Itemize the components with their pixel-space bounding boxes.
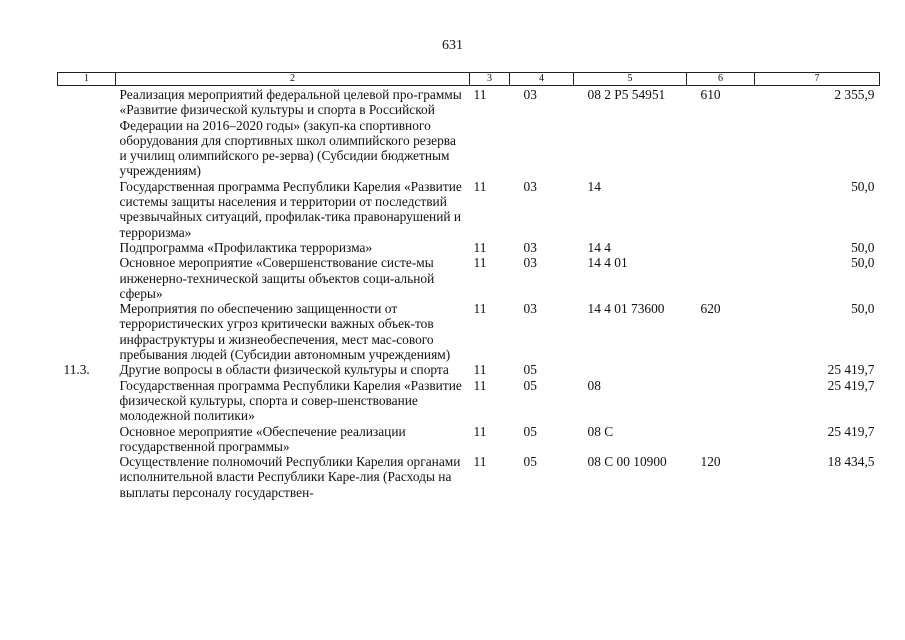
row-section: 11	[473, 362, 487, 378]
row-subsection: 03	[523, 255, 537, 271]
table-row	[58, 454, 880, 500]
row-target-code: 08 С	[587, 423, 614, 439]
row-expense-type: 620	[700, 301, 721, 317]
row-target-code: 14 4 01 73600	[587, 301, 665, 317]
row-name: Мероприятия по обеспечению защищенности от террористических угроз критически важных объек-тов инфраструктуры и жизнеобеспечения, мест мас-сового пребывания людей (Субсидии автономным учреждениям)	[119, 301, 451, 363]
row-amount: 50,0	[851, 239, 875, 255]
table-row	[58, 301, 880, 362]
budget-table	[57, 72, 880, 500]
row-number	[58, 179, 116, 240]
page-number: 631	[442, 38, 463, 53]
row-target-code: 08	[587, 377, 601, 393]
row-name: Другие вопросы в области физической культуры и спорта	[119, 362, 449, 378]
row-subsection: 03	[523, 178, 537, 194]
row-number	[58, 240, 116, 255]
row-expense-type: 120	[700, 454, 721, 470]
row-number	[58, 255, 116, 301]
row-section: 11	[473, 454, 487, 470]
row-expense-type	[687, 240, 755, 255]
header-cell-3: 3	[470, 73, 510, 86]
table-row	[58, 86, 880, 179]
header-cell-2: 2	[116, 73, 470, 86]
row-expense-type	[687, 378, 755, 424]
row-subsection: 05	[523, 454, 537, 470]
table-row	[58, 424, 880, 455]
row-number	[58, 454, 116, 500]
header-cell-5: 5	[574, 73, 687, 86]
row-amount: 50,0	[851, 301, 875, 317]
row-target-code: 14	[587, 178, 601, 194]
row-name: Реализация мероприятий федеральной целевой про-граммы «Развитие физической культуры и спорта в Российской Федерации на 2016–2020 годы» (закуп-ка спортивного оборудования для спортивных школ олимпийского резерва и училищ олимпийского ре-зерва) (Субсидии бюджетным учреждениям)	[119, 87, 462, 179]
row-target-code	[574, 362, 687, 377]
row-subsection: 03	[523, 87, 537, 102]
header-cell-6: 6	[687, 73, 755, 86]
row-number	[58, 378, 116, 424]
row-expense-type	[687, 362, 755, 377]
row-name: Осуществление полномочий Республики Карелия органами исполнительной власти Республики Каре-лия (Расходы на выплаты персоналу государствен-	[119, 454, 461, 500]
row-amount: 50,0	[851, 255, 875, 271]
row-target-code: 08 2 P5 54951	[587, 87, 666, 102]
row-amount: 25 419,7	[827, 423, 875, 439]
row-section: 11	[473, 239, 487, 255]
row-expense-type	[687, 424, 755, 455]
header-cell-1: 1	[58, 73, 116, 86]
table-row	[58, 240, 880, 255]
row-subsection: 03	[523, 239, 537, 255]
row-section: 11	[473, 301, 487, 317]
header-cell-7: 7	[755, 73, 880, 86]
row-section: 11	[473, 423, 487, 439]
row-subsection: 05	[523, 377, 537, 393]
row-amount: 2 355,9	[834, 87, 875, 102]
table-row	[58, 179, 880, 240]
row-expense-type	[687, 179, 755, 240]
row-subsection: 05	[523, 423, 537, 439]
row-section: 11	[473, 255, 487, 271]
row-expense-type: 610	[700, 87, 721, 102]
table-row	[58, 362, 880, 377]
row-name: Подпрограмма «Профилактика терроризма»	[119, 239, 373, 255]
row-target-code: 08 С 00 10900	[587, 454, 667, 470]
row-amount: 25 419,7	[827, 377, 875, 393]
row-amount: 18 434,5	[827, 454, 875, 470]
row-number	[58, 301, 116, 362]
table-row	[58, 255, 880, 301]
row-name: Государственная программа Республики Карелия «Развитие физической культуры, спорта и совер-шенствование молодежной политики»	[119, 377, 462, 424]
row-section: 11	[473, 377, 487, 393]
row-name: Государственная программа Республики Карелия «Развитие системы защиты населения и территории от последствий чрезвычайных ситуаций, профилак-тика правонарушений и терроризма»	[119, 178, 462, 240]
row-amount: 50,0	[851, 178, 875, 194]
row-subsection: 05	[523, 362, 537, 378]
row-target-code: 14 4 01	[587, 255, 628, 271]
table-row	[58, 378, 880, 424]
row-name: Основное мероприятие «Обеспечение реализации государственной программы»	[119, 423, 406, 454]
row-number	[58, 86, 116, 179]
row-name: Основное мероприятие «Совершенствование систе-мы инженерно-технической защиты объектов соци-альной сферы»	[119, 255, 435, 301]
row-section: 11	[473, 87, 487, 102]
header-row	[58, 73, 880, 86]
row-target-code: 14 4	[587, 239, 611, 255]
row-amount: 25 419,7	[827, 362, 875, 378]
row-subsection: 03	[523, 301, 537, 317]
row-number	[58, 424, 116, 455]
header-cell-4: 4	[510, 73, 574, 86]
row-number: 11.3.	[63, 362, 90, 378]
row-expense-type	[687, 255, 755, 301]
row-section: 11	[473, 178, 487, 194]
